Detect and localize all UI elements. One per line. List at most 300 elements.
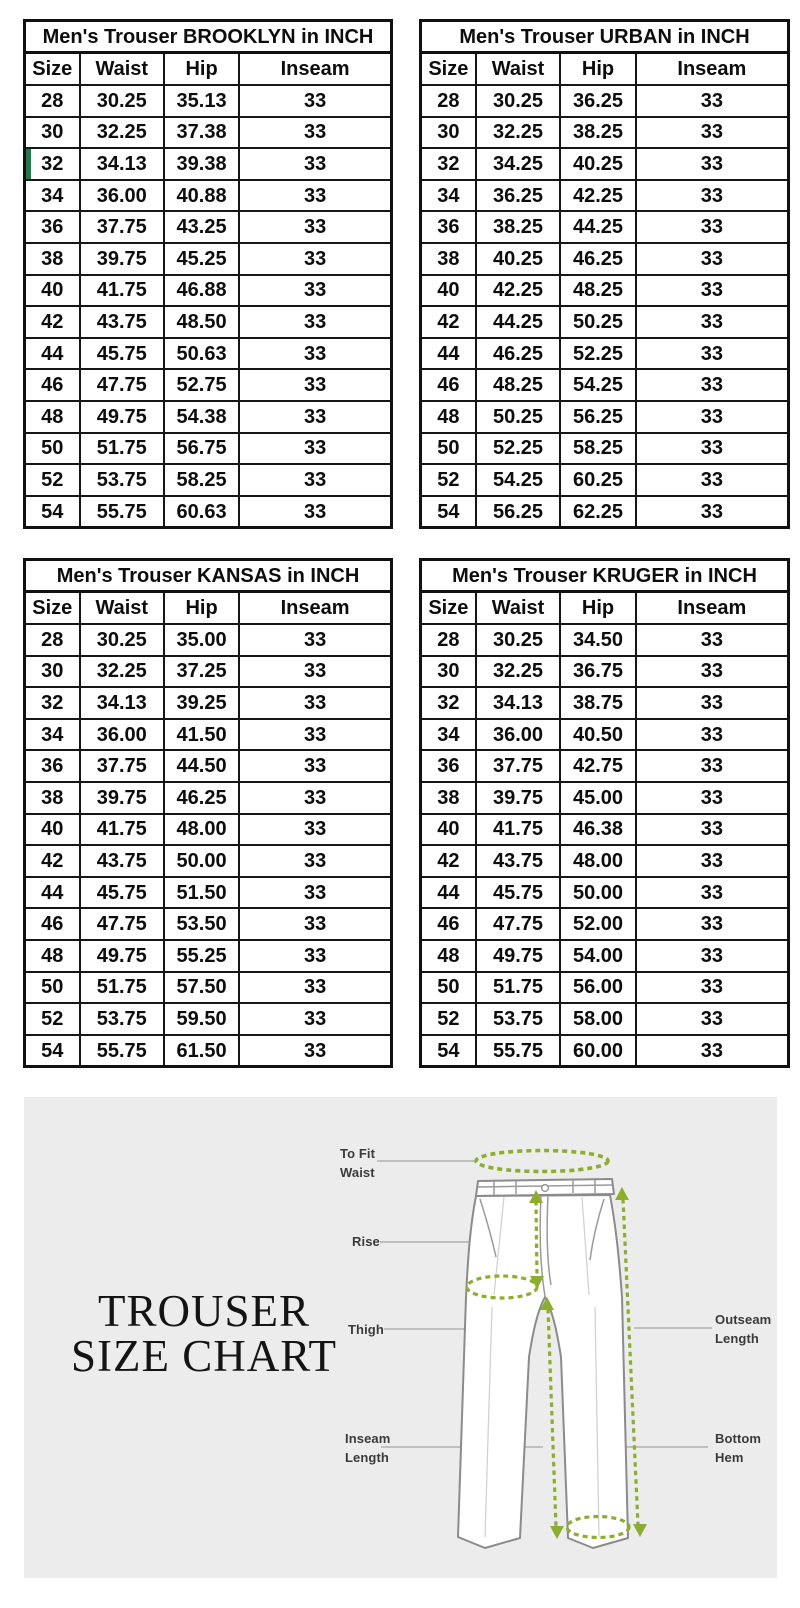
table-cell: 36 [25,211,80,243]
table-cell: 51.75 [476,972,561,1004]
table-row [25,719,392,751]
label-outseam-length: Outseam Length [715,1312,772,1346]
col-header-inseam: Inseam [636,592,789,625]
table-row [25,845,392,877]
table-row [25,369,392,401]
table-cell: 33 [636,1035,789,1067]
table-row [421,85,789,117]
label-inseam-length: Inseam Length [345,1431,391,1465]
table-cell: 33 [239,464,391,496]
table-cell: 34 [25,180,80,212]
table-cell: 32.25 [80,656,164,688]
table-cell: 44 [25,338,80,370]
table-row [25,750,392,782]
table-cell: 54.25 [476,464,561,496]
table-cell: 39.25 [164,687,239,719]
table-row [421,877,789,909]
table-cell: 32 [25,687,80,719]
table-cell: 33 [239,117,391,149]
table-cell: 48 [25,401,80,433]
table-cell: 33 [239,369,391,401]
table-cell: 33 [636,496,789,528]
table-cell: 37.75 [80,211,164,243]
size-chart-panel [24,1097,777,1578]
table-cell: 44.25 [560,211,635,243]
table-cell: 40.25 [476,243,561,275]
table-row [421,750,789,782]
label-rise: Rise [352,1234,380,1249]
table-cell: 33 [239,624,391,656]
table-title-row [421,21,789,53]
table-row [25,877,392,909]
table-cell: 33 [239,877,391,909]
table-cell: 42 [25,845,80,877]
table-row [421,148,789,180]
table-cell: 43.75 [80,845,164,877]
table-row [421,624,789,656]
table-row [25,180,392,212]
table-cell: 33 [636,180,789,212]
size-table-brooklyn [23,19,393,529]
table-cell: 38.25 [560,117,635,149]
table-cell: 42.25 [560,180,635,212]
table-row [421,845,789,877]
table-cell: 33 [636,243,789,275]
table-row [25,464,392,496]
table-cell: 37.75 [476,750,561,782]
table-cell: 40.25 [560,148,635,180]
table-cell: 37.75 [80,750,164,782]
table-cell: 33 [636,306,789,338]
table-cell: 33 [239,433,391,465]
table-row [25,908,392,940]
table-title: Men's Trouser KANSAS in INCH [25,560,392,592]
table-cell: 52.00 [560,908,635,940]
table-cell: 28 [421,85,476,117]
col-header-size: Size [421,53,476,86]
table-cell: 34 [421,719,476,751]
table-cell: 40 [25,814,80,846]
table-cell: 33 [239,719,391,751]
table-cell: 50.00 [164,845,239,877]
table-cell: 51.50 [164,877,239,909]
col-header-size: Size [25,592,80,625]
table-cell: 46.25 [560,243,635,275]
table-cell: 57.50 [164,972,239,1004]
table-row [421,972,789,1004]
table-row [421,369,789,401]
table-row [421,814,789,846]
table-row [25,1003,392,1035]
table-cell: 30 [25,656,80,688]
trouser-measurement-diagram [24,1097,777,1578]
panel-heading-line1: TROUSER [97,1286,311,1336]
table-row [25,338,392,370]
table-cell: 36.25 [560,85,635,117]
col-header-hip: Hip [164,592,239,625]
table-header-row [421,53,789,86]
table-cell: 36 [421,750,476,782]
panel-heading-line2: SIZE CHART [70,1331,338,1381]
table-cell: 54.38 [164,401,239,433]
table-cell: 56.75 [164,433,239,465]
table-cell: 33 [636,401,789,433]
table-header-row [25,592,392,625]
table-row [421,940,789,972]
table-cell: 44.50 [164,750,239,782]
table-cell: 33 [239,85,391,117]
table-row [25,656,392,688]
table-cell: 61.50 [164,1035,239,1067]
table-cell: 50 [421,433,476,465]
table-cell: 42 [421,306,476,338]
table-cell: 33 [636,719,789,751]
table-cell: 47.75 [80,369,164,401]
table-cell: 33 [239,814,391,846]
table-cell: 33 [636,656,789,688]
table-cell: 53.50 [164,908,239,940]
table-cell: 48 [421,940,476,972]
table-cell: 34.13 [80,687,164,719]
table-cell: 39.75 [476,782,561,814]
table-title-row [25,21,392,53]
table-cell: 33 [239,180,391,212]
col-header-inseam: Inseam [636,53,789,86]
table-cell: 58.00 [560,1003,635,1035]
table-cell: 38.25 [476,211,561,243]
table-cell: 48 [25,940,80,972]
size-table-kansas [23,558,393,1068]
table-cell: 32 [25,148,80,180]
table-cell: 40 [421,814,476,846]
table-cell: 30.25 [476,85,561,117]
label-thigh: Thigh [348,1322,384,1337]
table-cell: 46.25 [164,782,239,814]
table-cell: 49.75 [476,940,561,972]
table-header-row [25,53,392,86]
table-cell: 44 [421,877,476,909]
table-cell: 43.75 [80,306,164,338]
table-cell: 33 [239,306,391,338]
col-header-size: Size [421,592,476,625]
table-cell: 58.25 [560,433,635,465]
table-row [421,338,789,370]
table-cell: 33 [636,369,789,401]
table-cell: 28 [25,85,80,117]
table-cell: 38.75 [560,687,635,719]
table-cell: 43.25 [164,211,239,243]
table-cell: 33 [636,433,789,465]
table-cell: 41.75 [80,814,164,846]
table-cell: 54 [25,496,80,528]
table-cell: 33 [636,85,789,117]
table-cell: 39.75 [80,782,164,814]
table-cell: 33 [636,814,789,846]
table-row [421,1035,789,1067]
table-cell: 44 [421,338,476,370]
table-cell: 33 [636,750,789,782]
table-row [25,275,392,307]
table-row [25,496,392,528]
table-cell: 33 [636,148,789,180]
table-cell: 33 [636,275,789,307]
table-cell: 33 [239,275,391,307]
table-cell: 46.38 [560,814,635,846]
table-cell: 38 [25,243,80,275]
table-cell: 32 [421,148,476,180]
table-cell: 48.00 [164,814,239,846]
table-row [25,624,392,656]
table-cell: 46 [25,908,80,940]
table-row [421,687,789,719]
table-cell: 42.25 [476,275,561,307]
table-cell: 33 [239,1035,391,1067]
table-cell: 55.75 [476,1035,561,1067]
table-cell: 34 [25,719,80,751]
table-cell: 42.75 [560,750,635,782]
table-cell: 32.25 [80,117,164,149]
table-cell: 60.63 [164,496,239,528]
table-row [25,401,392,433]
table-cell: 46.25 [476,338,561,370]
table-cell: 48.00 [560,845,635,877]
table-cell: 62.25 [560,496,635,528]
table-cell: 52 [421,1003,476,1035]
table-cell: 50.25 [560,306,635,338]
table-cell: 34 [421,180,476,212]
table-title: Men's Trouser URBAN in INCH [421,21,789,53]
table-cell: 42 [25,306,80,338]
table-cell: 42 [421,845,476,877]
table-row [25,148,392,180]
table-cell: 35.13 [164,85,239,117]
inseam-measure-arrow-line [548,1309,556,1527]
table-row [25,117,392,149]
trouser-outline [458,1179,628,1548]
table-cell: 34.13 [80,148,164,180]
table-row [421,656,789,688]
table-cell: 33 [239,908,391,940]
col-header-hip: Hip [560,592,635,625]
table-cell: 36.25 [476,180,561,212]
table-cell: 52 [25,464,80,496]
table-cell: 33 [636,464,789,496]
table-cell: 33 [636,1003,789,1035]
table-cell: 47.75 [80,908,164,940]
table-row [421,908,789,940]
table-cell: 37.38 [164,117,239,149]
col-header-waist: Waist [80,592,164,625]
table-cell: 36 [25,750,80,782]
table-cell: 54.00 [560,940,635,972]
table-cell: 30.25 [80,624,164,656]
table-cell: 32.25 [476,656,561,688]
table-cell: 45.00 [560,782,635,814]
table-cell: 48 [421,401,476,433]
table-cell: 33 [636,687,789,719]
waist-measure-ellipse [476,1151,608,1172]
table-cell: 54 [25,1035,80,1067]
table-cell: 48.25 [476,369,561,401]
table-row [421,782,789,814]
table-cell: 33 [636,624,789,656]
table-cell: 52 [25,1003,80,1035]
table-row [421,117,789,149]
col-header-size: Size [25,53,80,86]
table-cell: 33 [239,1003,391,1035]
col-header-inseam: Inseam [239,592,391,625]
table-cell: 53.75 [80,1003,164,1035]
table-cell: 50.25 [476,401,561,433]
table-cell: 36.00 [80,180,164,212]
table-row [25,1035,392,1067]
table-row [25,687,392,719]
table-row [25,211,392,243]
table-title-row [421,560,789,592]
table-cell: 53.75 [80,464,164,496]
table-cell: 46 [421,369,476,401]
table-row [421,464,789,496]
table-cell: 33 [636,211,789,243]
table-cell: 33 [239,656,391,688]
table-cell: 33 [636,338,789,370]
table-cell: 33 [239,148,391,180]
table-cell: 52.25 [476,433,561,465]
table-row [421,433,789,465]
table-cell: 33 [636,877,789,909]
table-cell: 36.00 [476,719,561,751]
table-cell: 40.50 [560,719,635,751]
table-cell: 40 [25,275,80,307]
table-cell: 36.00 [80,719,164,751]
table-cell: 40.88 [164,180,239,212]
table-cell: 43.75 [476,845,561,877]
label-bottom-hem: Bottom Hem [715,1431,762,1465]
table-cell: 32 [421,687,476,719]
table-cell: 54.25 [560,369,635,401]
table-cell: 55.75 [80,1035,164,1067]
table-cell: 59.50 [164,1003,239,1035]
table-cell: 46 [25,369,80,401]
table-cell: 41.75 [80,275,164,307]
table-cell: 45.25 [164,243,239,275]
table-cell: 39.75 [80,243,164,275]
table-cell: 45.75 [80,877,164,909]
table-cell: 33 [636,972,789,1004]
table-row [25,782,392,814]
table-row [421,306,789,338]
table-row [25,972,392,1004]
table-row [25,814,392,846]
table-cell: 44.25 [476,306,561,338]
table-cell: 33 [239,845,391,877]
table-title-row [25,560,392,592]
table-cell: 28 [421,624,476,656]
table-cell: 51.75 [80,433,164,465]
table-row [25,243,392,275]
col-header-waist: Waist [476,592,561,625]
table-cell: 55.75 [80,496,164,528]
table-cell: 60.25 [560,464,635,496]
table-row [421,401,789,433]
table-cell: 28 [25,624,80,656]
table-cell: 33 [636,845,789,877]
table-cell: 47.75 [476,908,561,940]
table-row [421,1003,789,1035]
table-cell: 52 [421,464,476,496]
table-cell: 58.25 [164,464,239,496]
table-cell: 33 [239,687,391,719]
table-cell: 33 [239,211,391,243]
table-cell: 55.25 [164,940,239,972]
table-cell: 56.00 [560,972,635,1004]
table-cell: 49.75 [80,401,164,433]
table-cell: 33 [239,243,391,275]
table-row [421,243,789,275]
table-row [421,275,789,307]
table-cell: 36 [421,211,476,243]
table-cell: 36.75 [560,656,635,688]
table-cell: 46 [421,908,476,940]
table-title: Men's Trouser BROOKLYN in INCH [25,21,392,53]
table-cell: 33 [239,782,391,814]
size-table-urban [419,19,790,529]
table-cell: 60.00 [560,1035,635,1067]
table-cell: 41.75 [476,814,561,846]
table-cell: 50 [421,972,476,1004]
table-cell: 30 [421,117,476,149]
table-cell: 46.88 [164,275,239,307]
table-cell: 53.75 [476,1003,561,1035]
table-cell: 33 [239,401,391,433]
table-cell: 54 [421,1035,476,1067]
table-row [421,211,789,243]
table-cell: 54 [421,496,476,528]
table-cell: 34.25 [476,148,561,180]
table-cell: 33 [636,117,789,149]
table-cell: 49.75 [80,940,164,972]
label-to-fit-waist: To Fit Waist [340,1146,376,1180]
col-header-waist: Waist [476,53,561,86]
table-cell: 30.25 [80,85,164,117]
table-cell: 50.00 [560,877,635,909]
table-row [25,433,392,465]
table-cell: 48.25 [560,275,635,307]
table-cell: 45.75 [476,877,561,909]
table-cell: 41.50 [164,719,239,751]
table-cell: 30.25 [476,624,561,656]
col-header-hip: Hip [560,53,635,86]
table-cell: 33 [636,940,789,972]
table-row [421,180,789,212]
table-cell: 56.25 [476,496,561,528]
table-cell: 48.50 [164,306,239,338]
table-cell: 30 [421,656,476,688]
table-cell: 35.00 [164,624,239,656]
col-header-waist: Waist [80,53,164,86]
table-cell: 33 [636,782,789,814]
table-cell: 52.25 [560,338,635,370]
table-cell: 37.25 [164,656,239,688]
table-cell: 50.63 [164,338,239,370]
table-cell: 33 [239,338,391,370]
table-cell: 44 [25,877,80,909]
table-header-row [421,592,789,625]
table-cell: 33 [636,908,789,940]
table-cell: 50 [25,433,80,465]
table-cell: 33 [239,496,391,528]
table-cell: 32.25 [476,117,561,149]
